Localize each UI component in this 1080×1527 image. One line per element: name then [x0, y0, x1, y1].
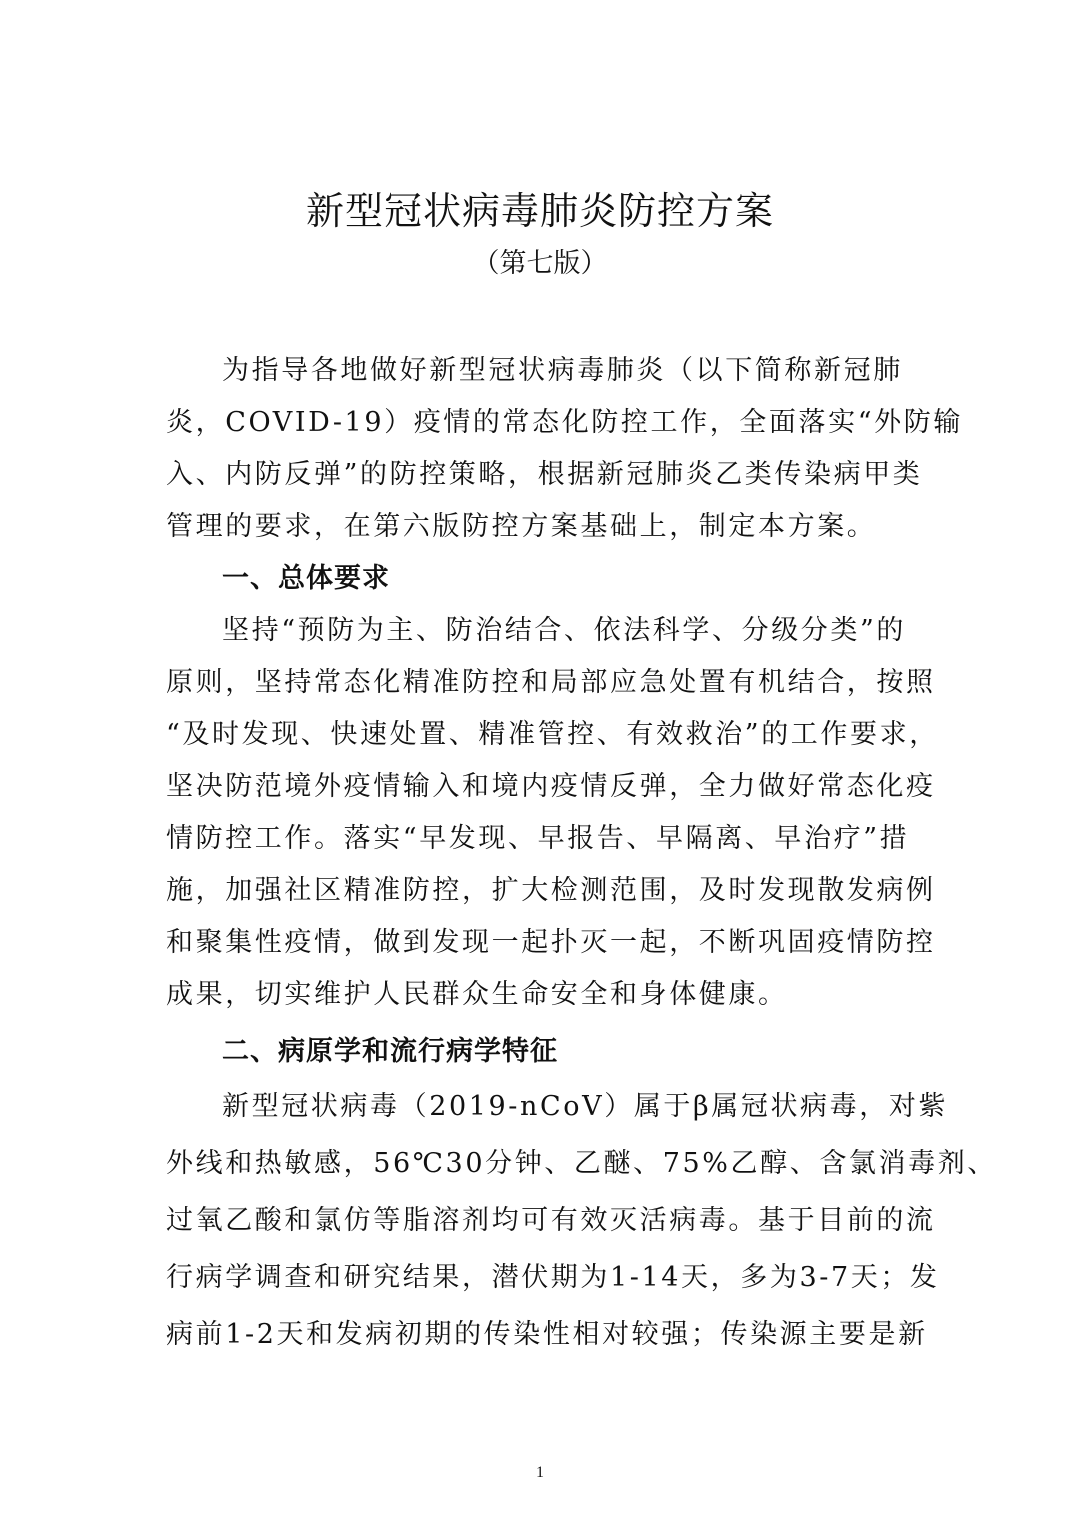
paragraph-line: 施，加强社区精准防控，扩大检测范围，及时发现散发病例 — [166, 875, 936, 906]
intro-line: 管理的要求，在第六版防控方案基础上，制定本方案。 — [166, 511, 877, 542]
intro-line: 炎，COVID-19）疫情的常态化防控工作，全面落实“外防输 — [166, 407, 963, 438]
paragraph-line: 行病学调查和研究结果，潜伏期为1-14天，多为3-7天；发 — [166, 1262, 940, 1293]
document-subtitle: （第七版） — [472, 248, 608, 279]
paragraph-line: 情防控工作。落实“早发现、早报告、早隔离、早治疗”措 — [166, 823, 910, 854]
section-heading-general-requirements: 一、总体要求 — [222, 563, 390, 594]
paragraph-line: “及时发现、快速处置、精准管控、有效救治”的工作要求， — [166, 719, 939, 750]
body-text-part-2 — [166, 1026, 997, 1363]
paragraph-line: 外线和热敏感，56℃30分钟、乙醚、75%乙醇、含氯消毒剂、 — [166, 1148, 997, 1179]
paragraph-line: 原则，坚持常态化精准防控和局部应急处置有机结合，按照 — [166, 667, 936, 698]
document-title: 新型冠状病毒肺炎防控方案 — [305, 189, 774, 233]
body-text-part-1 — [166, 345, 963, 1021]
paragraph-line: 坚持“预防为主、防治结合、依法科学、分级分类”的 — [222, 615, 907, 646]
paragraph-line: 坚决防范境外疫情输入和境内疫情反弹，全力做好常态化疫 — [166, 771, 936, 802]
paragraph-line: 和聚集性疫情，做到发现一起扑灭一起，不断巩固疫情防控 — [166, 927, 936, 958]
section-heading-etiology-epidemiology: 二、病原学和流行病学特征 — [222, 1036, 558, 1067]
paragraph-line: 过氧乙酸和氯仿等脂溶剂均可有效灭活病毒。基于目前的流 — [166, 1205, 936, 1236]
paragraph-line: 病前1-2天和发病初期的传染性相对较强；传染源主要是新 — [166, 1319, 928, 1350]
paragraph-line: 新型冠状病毒（2019-nCoV）属于β属冠状病毒，对紫 — [222, 1091, 949, 1122]
intro-line: 入、内防反弹”的防控策略，根据新冠肺炎乙类传染病甲类 — [166, 459, 923, 490]
intro-line: 为指导各地做好新型冠状病毒肺炎（以下简称新冠肺 — [222, 355, 903, 386]
paragraph-line: 成果，切实维护人民群众生命安全和身体健康。 — [166, 979, 788, 1010]
page-number: 1 — [536, 1464, 544, 1481]
